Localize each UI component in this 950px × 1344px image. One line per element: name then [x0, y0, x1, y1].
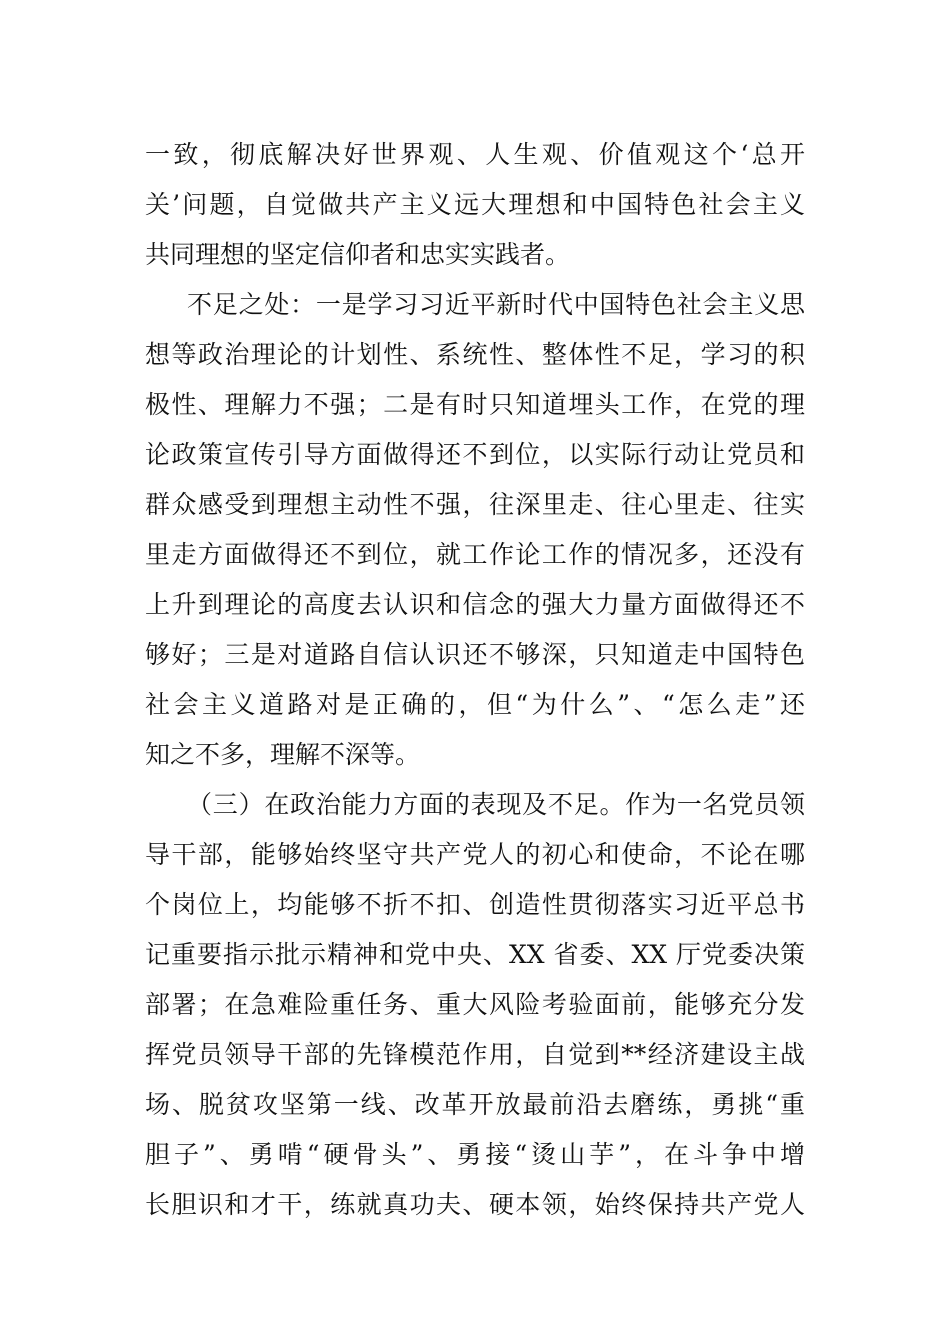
paragraph-first-line: （三）在政治能力方面的表现及不足。作为一名党员领 — [187, 790, 805, 819]
text-line: 社会主义道路对是正确的，但“为什么”、“怎么走”还 — [145, 690, 805, 719]
text-line: 部署；在急难险重任务、重大风险考验面前，能够充分发 — [145, 990, 805, 1019]
text-line: 一致，彻底解决好世界观、人生观、价值观这个‘总开 — [145, 140, 805, 169]
text-line: 导干部，能够始终坚守共产党人的初心和使命，不论在哪 — [145, 840, 805, 869]
text-line: 论政策宣传引导方面做得还不到位，以实际行动让党员和 — [145, 440, 805, 469]
text-line: 上升到理论的高度去认识和信念的强大力量方面做得还不 — [145, 590, 805, 619]
text-line: 个岗位上，均能够不折不扣、创造性贯彻落实习近平总书 — [145, 890, 805, 919]
text-line: 里走方面做得还不到位，就工作论工作的情况多，还没有 — [145, 540, 805, 569]
text-line: 知之不多，理解不深等。 — [145, 740, 421, 769]
text-line: 挥党员领导干部的先锋模范作用，自觉到**经济建设主战 — [145, 1040, 805, 1069]
text-line: 群众感受到理想主动性不强，往深里走、往心里走、往实 — [145, 490, 805, 519]
text-line: 共同理想的坚定信仰者和忠实实践者。 — [145, 240, 571, 269]
text-line: 胆子”、勇啃“硬骨头”、勇接“烫山芋”，在斗争中增 — [145, 1140, 805, 1169]
text-line: 关’问题，自觉做共产主义远大理想和中国特色社会主义 — [145, 190, 805, 219]
text-line: 场、脱贫攻坚第一线、改革开放最前沿去磨练，勇挑“重 — [145, 1090, 805, 1119]
text-line: 想等政治理论的计划性、系统性、整体性不足，学习的积 — [145, 340, 805, 369]
text-line: 极性、理解力不强；二是有时只知道埋头工作，在党的理 — [145, 390, 805, 419]
paragraph-first-line: 不足之处：一是学习习近平新时代中国特色社会主义思 — [187, 290, 805, 319]
text-line: 够好；三是对道路自信认识还不够深，只知道走中国特色 — [145, 640, 805, 669]
text-line: 长胆识和才干，练就真功夫、硬本领，始终保持共产党人 — [145, 1190, 805, 1219]
text-line: 记重要指示批示精神和党中央、XX 省委、XX 厅党委决策 — [145, 940, 805, 969]
